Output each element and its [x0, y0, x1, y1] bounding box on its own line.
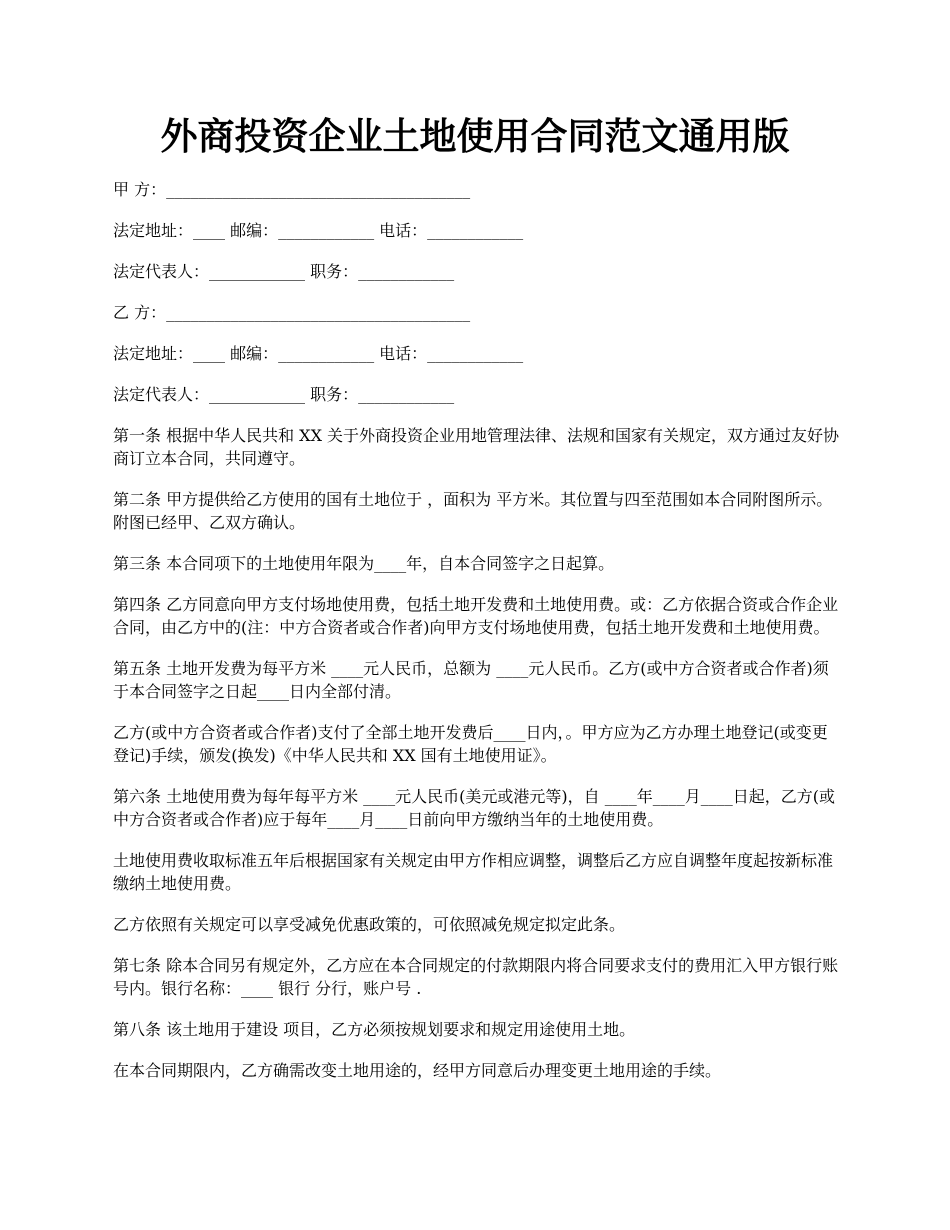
article-3: 第三条 本合同项下的土地使用年限为____年，自本合同签字之日起算。: [113, 554, 615, 573]
article-6: 第六条 土地使用费为每年每平方米 ____元人民币(美元或港元等)，自 ____年____月____日起，乙方(或中方合资者或合作者)应于每年____月____日前向甲方缴纳当年的土地使用费。: [113, 787, 835, 829]
document-body: [113, 178, 843, 1100]
article-6-adjustment: 土地使用费收取标准五年后根据国家有关规定由甲方作相应调整，调整后乙方应自调整年度起按新标准缴纳土地使用费。: [113, 851, 834, 893]
article-8: 第八条 该土地用于建设 项目，乙方必须按规划要求和规定用途使用土地。: [113, 1020, 636, 1039]
article-8-continued: 在本合同期限内，乙方确需改变土地用途的，经甲方同意后办理变更土地用途的手续。: [113, 1061, 722, 1080]
party-b-representative-line: 法定代表人：____________ 职务：____________: [113, 385, 455, 404]
document-title: 外商投资企业土地使用合同范文通用版: [160, 114, 790, 158]
party-a-representative-line: 法定代表人：____________ 职务：____________: [113, 262, 455, 281]
party-a-address-line: 法定地址：____ 邮编：____________ 电话：____________: [113, 221, 524, 240]
party-a-line: 甲 方：______________________________________: [113, 180, 471, 199]
party-b-line: 乙 方：______________________________________: [113, 303, 471, 322]
article-2: 第二条 甲方提供给乙方使用的国有土地位于 ，面积为 平方米。其位置与四至范围如本合同附图所示。附图已经甲、乙双方确认。: [113, 490, 833, 532]
article-5: 第五条 土地开发费为每平方米 ____元人民币，总额为 ____元人民币。乙方(或中方合资者或合作者)须于本合同签字之日起____日内全部付清。: [113, 659, 829, 701]
article-6-exemption: 乙方依照有关规定可以享受减免优惠政策的，可依照减免规定拟定此条。: [113, 915, 626, 934]
article-5-continued: 乙方(或中方合资者或合作者)支付了全部土地开发费后____日内，。甲方应为乙方办理土地登记(或变更登记)手续，颁发(换发)《中华人民共和 XX 国有土地使用证》。: [113, 723, 828, 765]
article-4: 第四条 乙方同意向甲方支付场地使用费，包括土地开发费和土地使用费。或：乙方依据合资或合作企业合同，由乙方中的(注：中方合资者或合作者)向甲方支付场地使用费，包括土地开发费和土地使用费。: [113, 595, 839, 637]
article-7: 第七条 除本合同另有规定外，乙方应在本合同规定的付款期限内将合同要求支付的费用汇入甲方银行账号内。银行名称：____ 银行 分行，账户号 .: [113, 956, 839, 998]
article-1: 第一条 根据中华人民共和 XX 关于外商投资企业用地管理法律、法规和国家有关规定，双方通过友好协商订立本合同，共同遵守。: [113, 426, 840, 468]
party-b-address-line: 法定地址：____ 邮编：____________ 电话：____________: [113, 344, 524, 363]
